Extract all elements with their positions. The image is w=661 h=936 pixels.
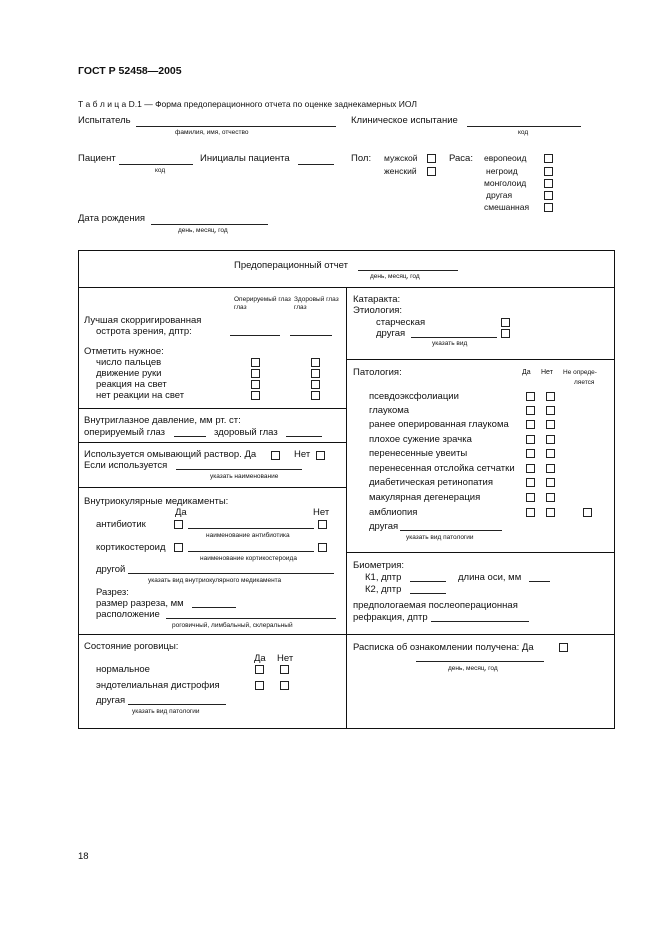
col-operated-eye: Оперируемый глаз: [234, 296, 291, 303]
dob-label: Дата рождения: [78, 213, 146, 224]
pathology-other-hint: указать вид патологии: [406, 534, 474, 541]
mark-checkbox[interactable]: [311, 380, 320, 389]
race-checkbox[interactable]: [544, 203, 553, 212]
patient-label: Пациент: [78, 153, 116, 164]
pathology-no-checkbox[interactable]: [546, 420, 555, 429]
report-date-field[interactable]: [358, 270, 458, 271]
other-med-field[interactable]: [128, 573, 334, 574]
antibiotic-label: антибиотик: [96, 519, 146, 530]
other-med-hint: указать вид внутриокулярного медикамента: [148, 577, 282, 584]
mark-item: число пальцев: [96, 357, 162, 368]
pathology-item: макулярная дегенерация: [369, 492, 481, 503]
divider: [78, 634, 346, 635]
race-option: негроид: [486, 166, 518, 176]
sex-label: Пол:: [351, 153, 372, 164]
divider: [78, 487, 346, 488]
race-label: Раса:: [449, 153, 473, 164]
meds-title: Внутриокулярные медикаменты:: [84, 496, 229, 507]
col-healthy-eye: Здоровый глаз: [294, 296, 339, 303]
receipt-yes-checkbox[interactable]: [559, 643, 568, 652]
page-number: 18: [78, 851, 89, 862]
trial-hint: код: [518, 129, 529, 136]
pathology-item: диабетическая ретинопатия: [369, 477, 493, 488]
mark-checkbox[interactable]: [311, 391, 320, 400]
senile-label: старческая: [376, 317, 426, 328]
cornea-endo-yes-checkbox[interactable]: [255, 681, 264, 690]
col-healthy-eye-2: глаз: [294, 304, 307, 311]
pathology-other-field[interactable]: [400, 530, 502, 531]
steroid-yes-checkbox[interactable]: [174, 543, 183, 552]
pathology-yes-checkbox[interactable]: [526, 420, 535, 429]
cornea-normal-no-checkbox[interactable]: [280, 665, 289, 674]
axis-field[interactable]: [529, 581, 550, 582]
initials-label: Инициалы пациента: [200, 153, 290, 164]
iop-operated-field[interactable]: [174, 436, 206, 437]
acuity-healthy-field[interactable]: [290, 335, 332, 336]
wash-yes-checkbox[interactable]: [271, 451, 280, 460]
tester-label: Испытатель: [78, 115, 131, 126]
mark-item: реакция на свет: [96, 379, 167, 390]
dob-field[interactable]: [151, 224, 268, 225]
antibiotic-yes-checkbox[interactable]: [174, 520, 183, 529]
cornea-other-field[interactable]: [128, 704, 226, 705]
senile-checkbox[interactable]: [501, 318, 510, 327]
cornea-no-header: Нет: [277, 653, 294, 664]
incision-size-field[interactable]: [192, 607, 236, 608]
incision-loc-field[interactable]: [166, 618, 336, 619]
initials-field[interactable]: [298, 164, 334, 165]
pathology-no-checkbox[interactable]: [546, 392, 555, 401]
iop-healthy-label: здоровый глаз: [214, 427, 278, 438]
incision-size-label: размер разреза, мм: [96, 598, 184, 609]
k1-field[interactable]: [410, 581, 446, 582]
k2-label: К2, дптр: [365, 584, 402, 595]
col-operated-eye-2: глаз: [234, 304, 247, 311]
divider: [346, 634, 615, 635]
tester-field[interactable]: [136, 126, 336, 127]
pathology-yes-checkbox[interactable]: [526, 406, 535, 415]
refraction-label-2: рефракция, дптр: [353, 612, 428, 623]
column-divider: [346, 287, 347, 729]
dob-hint: день, месяц, год: [178, 227, 228, 234]
wash-no-checkbox[interactable]: [316, 451, 325, 460]
acuity-label: Лучшая скорригированная: [84, 315, 202, 326]
receipt-label: Расписка об ознакомлении получена: Да: [353, 642, 534, 653]
pathology-no-checkbox[interactable]: [546, 464, 555, 473]
pathology-item: глаукома: [369, 405, 410, 416]
mark-checkbox[interactable]: [251, 369, 260, 378]
wash-name-field[interactable]: [176, 469, 302, 470]
refraction-field[interactable]: [431, 621, 529, 622]
cornea-normal-yes-checkbox[interactable]: [255, 665, 264, 674]
cornea-title: Состояние роговицы:: [84, 641, 179, 652]
race-option: смешанная: [484, 202, 530, 212]
antibiotic-no-checkbox[interactable]: [318, 520, 327, 529]
pathology-yes-checkbox[interactable]: [526, 435, 535, 444]
patient-hint: код: [155, 167, 166, 174]
divider: [346, 359, 615, 360]
other-med-label: другой: [96, 564, 126, 575]
pathology-item: ранее оперированная глаукома: [369, 419, 509, 430]
iop-label: Внутриглазное давление, мм рт. ст:: [84, 415, 241, 426]
etiology-label: Этиология:: [353, 305, 403, 316]
wash-label: Используется омывающий раствор. Да: [84, 449, 257, 460]
pathology-undef-checkbox[interactable]: [583, 508, 592, 517]
steroid-name-field[interactable]: [188, 551, 314, 552]
pathology-item: плохое сужение зрачка: [369, 434, 472, 445]
mark-checkbox[interactable]: [251, 391, 260, 400]
trial-label: Клиническое испытание: [351, 115, 458, 126]
pathology-no-checkbox[interactable]: [546, 449, 555, 458]
cornea-hint: указать вид патологии: [132, 708, 200, 715]
steroid-hint: наименование кортикостероида: [200, 555, 297, 562]
wash-hint: указать наименование: [210, 473, 279, 480]
race-checkbox[interactable]: [544, 154, 553, 163]
steroid-no-checkbox[interactable]: [318, 543, 327, 552]
incision-label: Разрез:: [96, 587, 129, 598]
mark-checkbox[interactable]: [251, 380, 260, 389]
pathology-col-undef: Не опреде-: [563, 369, 597, 376]
mark-label: Отметить нужное:: [84, 346, 164, 357]
k2-field[interactable]: [410, 593, 446, 594]
race-checkbox[interactable]: [544, 191, 553, 200]
incision-loc-label: расположение: [96, 609, 160, 620]
cornea-normal-label: нормальное: [96, 664, 150, 675]
pathology-col-yes: Да: [522, 369, 531, 376]
pathology-item: перенесенные увеиты: [369, 448, 468, 459]
etiology-other-field[interactable]: [411, 337, 497, 338]
mark-checkbox[interactable]: [251, 358, 260, 367]
biometry-label: Биометрия:: [353, 560, 405, 571]
wash-no-label: Нет: [294, 449, 311, 460]
table-caption: Т а б л и ц а D.1 — Форма предоперационного отчета по оценке заднекамерных ИОЛ: [78, 99, 417, 109]
pathology-label: Патология:: [353, 367, 402, 378]
report-title: Предоперационный отчет: [234, 260, 348, 271]
pathology-yes-checkbox[interactable]: [526, 493, 535, 502]
race-checkbox[interactable]: [544, 167, 553, 176]
pathology-no-checkbox[interactable]: [546, 406, 555, 415]
sex-male-checkbox[interactable]: [427, 154, 436, 163]
patient-field[interactable]: [119, 164, 193, 165]
etiology-other-hint: указать вид: [432, 340, 468, 347]
receipt-hint: день, месяц, год: [448, 665, 498, 672]
race-checkbox[interactable]: [544, 179, 553, 188]
etiology-other-checkbox[interactable]: [501, 329, 510, 338]
steroid-label: кортикостероид: [96, 542, 166, 553]
pathology-no-checkbox[interactable]: [546, 493, 555, 502]
cornea-yes-header: Да: [254, 653, 266, 664]
refraction-label: предпологаемая послеоперационная: [353, 600, 518, 611]
wash-if-label: Если используется: [84, 460, 168, 471]
divider: [346, 552, 615, 553]
sex-male-label: мужской: [384, 153, 418, 163]
antibiotic-hint: наименование антибиотика: [206, 532, 290, 539]
iop-healthy-field[interactable]: [286, 436, 322, 437]
pathology-yes-checkbox[interactable]: [526, 449, 535, 458]
race-option: европеоид: [484, 153, 527, 163]
pathology-yes-checkbox[interactable]: [526, 478, 535, 487]
etiology-other-label: другая: [376, 328, 406, 339]
mark-item: нет реакции на свет: [96, 390, 185, 401]
pathology-no-checkbox[interactable]: [546, 478, 555, 487]
axis-label: длина оси, мм: [458, 572, 522, 583]
divider: [78, 442, 346, 443]
cornea-endo-label: эндотелиальная дистрофия: [96, 680, 220, 691]
pathology-item: перенесенная отслойка сетчатки: [369, 463, 515, 474]
pathology-col-undef-2: ляется: [574, 379, 595, 386]
mark-item: движение руки: [96, 368, 162, 379]
pathology-yes-checkbox[interactable]: [526, 464, 535, 473]
acuity-label-2: острота зрения, дптр:: [96, 326, 192, 337]
cornea-other-label: другая: [96, 695, 126, 706]
sex-female-checkbox[interactable]: [427, 167, 436, 176]
acuity-operated-field[interactable]: [230, 335, 280, 336]
tester-hint: фамилия, имя, отчество: [175, 129, 249, 136]
meds-no-header: Нет: [313, 507, 330, 518]
race-option: монголоид: [484, 178, 527, 188]
pathology-no-checkbox[interactable]: [546, 508, 555, 517]
iop-operated-label: оперируемый глаз: [84, 427, 166, 438]
pathology-yes-checkbox[interactable]: [526, 508, 535, 517]
pathology-item: псевдоэксфолиации: [369, 391, 459, 402]
race-option: другая: [486, 190, 513, 200]
antibiotic-name-field[interactable]: [188, 528, 314, 529]
meds-yes-header: Да: [175, 507, 187, 518]
sex-female-label: женский: [384, 166, 417, 176]
mark-checkbox[interactable]: [311, 358, 320, 367]
divider: [78, 408, 346, 409]
k1-label: К1, дптр: [365, 572, 402, 583]
document-code: ГОСТ Р 52458—2005: [78, 65, 182, 77]
pathology-yes-checkbox[interactable]: [526, 392, 535, 401]
pathology-item: амблиопия: [369, 507, 418, 518]
report-date-hint: день, месяц, год: [370, 273, 420, 280]
pathology-other-label: другая: [369, 521, 399, 532]
mark-checkbox[interactable]: [311, 369, 320, 378]
cornea-endo-no-checkbox[interactable]: [280, 681, 289, 690]
pathology-col-no: Нет: [541, 369, 553, 376]
cataract-label: Катаракта:: [353, 294, 401, 305]
trial-field[interactable]: [467, 126, 581, 127]
receipt-date-field[interactable]: [416, 661, 544, 662]
incision-hint: роговичный, лимбальный, склеральный: [172, 622, 293, 629]
pathology-no-checkbox[interactable]: [546, 435, 555, 444]
